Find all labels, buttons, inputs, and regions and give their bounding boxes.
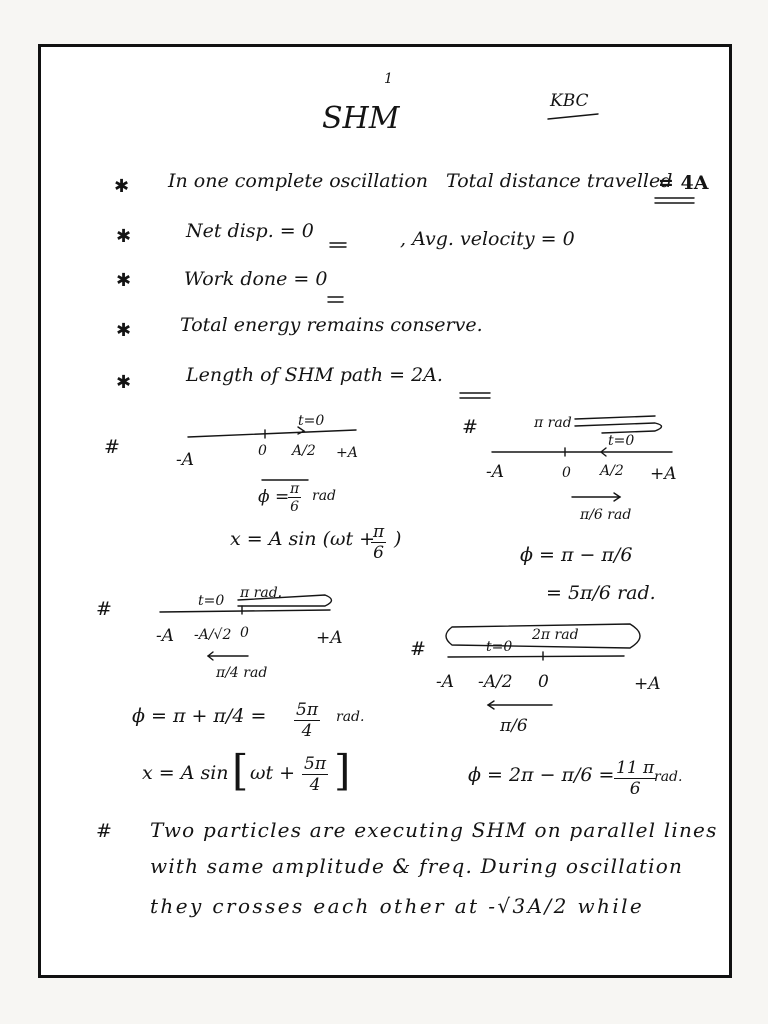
case3-bracket-close: ] [334,746,351,795]
case1-half-a: A/2 [292,443,316,459]
case2-t0: t=0 [608,433,635,449]
case1-eq-den: 6 [373,543,384,563]
point-4-text: Total energy remains conserve. [180,314,483,336]
point-1-value: = 4A [658,172,709,194]
case2-hash: # [462,416,478,438]
case4-two-pi: 2π rad [532,627,579,643]
case3-phi-den: 4 [301,721,313,741]
case2-pi-rad: π rad [534,415,572,431]
case4-plus-a: +A [634,674,661,694]
case1-phi-label: ϕ = [258,487,290,507]
case4-phi-left: ϕ = 2π − π/6 = [468,764,615,786]
initials: KBC [550,91,589,111]
case1-eq-left: x = A sin (ωt + [230,528,376,550]
case1-plus-a: +A [336,445,358,461]
point-5-text: Length of SHM path = 2A. [186,364,443,386]
problem-line-3: they crosses each other at -√3A/2 while [150,894,645,918]
case1-axis [188,430,356,437]
case4-arc-label: π/6 [500,716,528,736]
case3-axis [160,610,330,612]
case3-neg-root: -A/√2 [194,627,232,643]
problem-line-1: Two particles are executing SHM on parallel lines [150,818,718,842]
case1-hash: # [104,436,120,458]
case1-minus-a: -A [176,450,195,470]
case3-arc-label: π/4 rad [216,665,268,681]
point-3-text: Work done = 0 [184,268,328,290]
case2-loop [575,423,662,433]
case1-zero: 0 [258,443,267,459]
case1-t0: t=0 [298,413,325,429]
case1-phi-unit: rad [312,488,337,504]
case4-phi-unit: rad. [654,769,683,785]
case4-phi-num: 11 π [616,758,655,778]
bullet-star-2: ✱ [116,226,132,247]
case2-arc-label: π/6 rad [580,507,632,523]
point-1-text2: Total distance travelled [446,170,673,192]
case2-plus-a: +A [650,464,677,484]
point-1-text: In one complete oscillation [168,170,429,192]
case4-minus-a: -A [436,672,455,692]
case2-zero: 0 [562,465,571,481]
problem-hash: # [96,820,112,842]
bullet-star-1: ✱ [114,176,130,197]
case1-eq-num: π [373,522,385,542]
case4-t0: t=0 [486,639,513,655]
case3-eq-den: 4 [309,775,321,795]
case3-eq-left: x = A sin [142,762,229,784]
case4-axis [448,656,624,657]
case4-neg-half: -A/2 [478,672,513,692]
case1-eq-fraction [371,524,386,562]
case2-phi-1: ϕ = π − π/6 [520,544,633,566]
point-2-text2: , Avg. velocity = 0 [400,228,575,250]
page-title: SHM [322,101,400,136]
case1-phi-den: 6 [290,499,300,515]
case4-zero: 0 [538,672,549,692]
case3-hash: # [96,598,112,620]
case3-eq-mid: ωt + [250,762,296,784]
case4-phi-fraction [614,760,656,798]
bullet-star-5: ✱ [116,372,132,393]
case1-phi-fraction [288,482,301,514]
case4-hash: # [410,638,426,660]
case2-minus-a: -A [486,462,505,482]
bullet-star-3: ✱ [116,270,132,291]
initials-underline [548,114,598,119]
case3-phi-left: ϕ = π + π/4 = [132,705,267,727]
case3-phi-num: 5π [296,700,318,720]
case3-plus-a: +A [316,628,343,648]
case3-phi-unit: rad. [336,709,365,725]
page-number: 1 [384,71,393,87]
point-2-text: Net disp. = 0 [186,220,314,242]
case1-phi-num: π [290,481,300,497]
case3-bracket-open: [ [232,746,249,795]
case3-zero: 0 [240,625,249,641]
case3-eq-num: 5π [304,754,326,774]
case2-half-a: A/2 [600,463,624,479]
case2-phi-2: = 5π/6 rad. [546,582,656,604]
case3-pi-rad: π rad. [240,585,283,601]
case2-loop-top [575,416,655,419]
bullet-star-4: ✱ [116,320,132,341]
case3-t0: t=0 [198,593,225,609]
problem-line-2: with same amplitude & freq. During oscillation [150,854,684,878]
case1-eq-close: ) [394,528,402,550]
case3-minus-a: -A [156,626,175,646]
case3-phi-fraction [294,702,320,740]
case4-phi-den: 6 [629,779,641,799]
case3-eq-fraction [302,756,328,794]
